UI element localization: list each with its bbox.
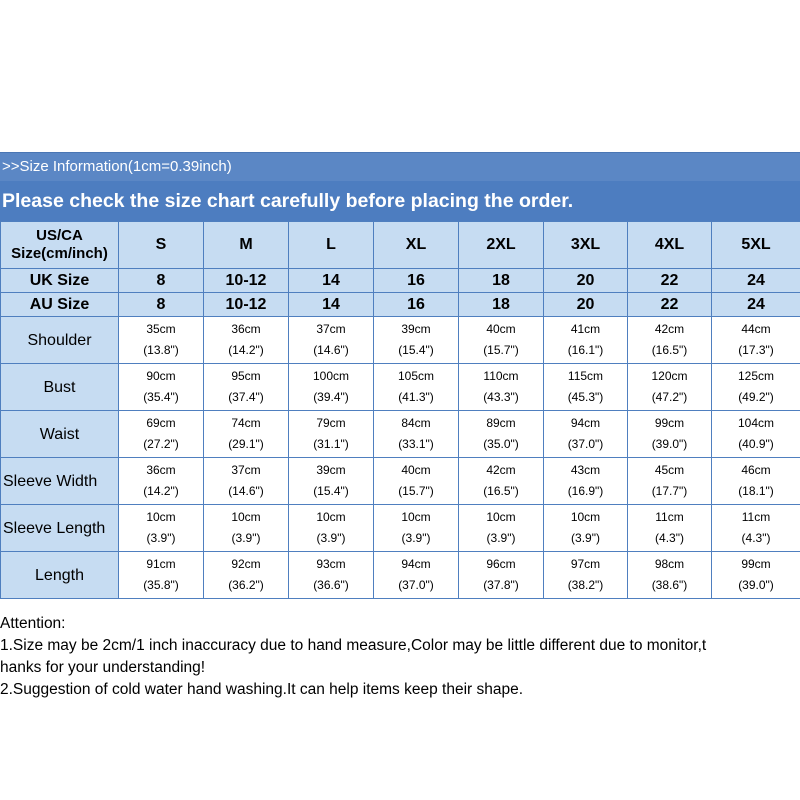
- size-row-label: AU Size: [1, 293, 119, 317]
- inch-value: (35.0"): [483, 437, 519, 451]
- inch-value: (16.1"): [567, 343, 604, 357]
- size-value-cell: 14: [289, 269, 374, 293]
- cm-value: 45cm: [654, 463, 685, 477]
- cm-value: 37cm: [231, 463, 261, 477]
- cm-value: 41cm: [570, 322, 601, 336]
- measurement-cell: [712, 552, 800, 599]
- cm-value: 92cm: [231, 557, 261, 571]
- inch-value: (3.9"): [401, 531, 431, 545]
- inch-value: (35.4"): [143, 390, 179, 404]
- inch-value: (37.8"): [483, 578, 519, 592]
- cm-value: 99cm: [654, 416, 685, 430]
- measurement-cell: [204, 411, 289, 458]
- inch-value: (14.2"): [143, 484, 179, 498]
- cm-value: 11cm: [741, 510, 771, 524]
- measurement-cell: [289, 317, 374, 364]
- measurement-row: [1, 364, 800, 411]
- note-1-line-2: hanks for your understanding!: [0, 659, 206, 676]
- measurement-cell: [119, 364, 204, 411]
- inch-value: (31.1"): [313, 437, 349, 451]
- inch-value: (4.3"): [655, 531, 684, 545]
- cm-value: 10cm: [401, 510, 431, 524]
- cm-value: 84cm: [401, 416, 431, 430]
- inch-value: (15.4"): [313, 484, 349, 498]
- inch-value: (16.9"): [567, 484, 604, 498]
- inch-value: (49.2"): [738, 390, 774, 404]
- inch-value: (33.1"): [398, 437, 434, 451]
- cm-value: 10cm: [146, 510, 176, 524]
- size-table: [0, 221, 800, 599]
- measurement-cell: [374, 317, 459, 364]
- measurement-cell: [544, 317, 628, 364]
- measurement-row: [1, 317, 800, 364]
- size-value-cell: 8: [119, 293, 204, 317]
- cm-value: 39cm: [401, 322, 431, 336]
- size-value-cell: 16: [374, 293, 459, 317]
- cm-value: 89cm: [486, 416, 516, 430]
- cm-value: 36cm: [146, 463, 176, 477]
- cm-value: 10cm: [570, 510, 601, 524]
- inch-value: (3.9"): [231, 531, 261, 545]
- size-table-body: [1, 222, 800, 599]
- cm-value: 10cm: [486, 510, 516, 524]
- measurement-cell: [374, 458, 459, 505]
- measurement-label: Sleeve Length: [1, 505, 119, 552]
- cm-value: 74cm: [231, 416, 261, 430]
- inch-value: (38.6"): [651, 578, 688, 592]
- measurement-cell: [204, 317, 289, 364]
- cm-value: 94cm: [570, 416, 601, 430]
- measurement-cell: [544, 364, 628, 411]
- measurement-cell: [628, 505, 712, 552]
- measurement-cell: [628, 458, 712, 505]
- cm-value: 35cm: [146, 322, 176, 336]
- measurement-cell: [628, 552, 712, 599]
- inch-value: (18.1"): [738, 484, 774, 498]
- inch-value: (37.0"): [567, 437, 604, 451]
- measurement-cell: [289, 552, 374, 599]
- measurement-cell: [628, 364, 712, 411]
- cm-value: 39cm: [316, 463, 346, 477]
- inch-value: (27.2"): [143, 437, 179, 451]
- inch-value: (39.0"): [651, 437, 688, 451]
- cm-value: 115cm: [567, 369, 604, 383]
- cm-value: 110cm: [483, 369, 519, 383]
- size-value-cell: 24: [712, 269, 800, 293]
- cm-value: 40cm: [486, 322, 516, 336]
- measurement-cell: [204, 552, 289, 599]
- inch-value: (3.9"): [486, 531, 516, 545]
- cm-value: 69cm: [146, 416, 176, 430]
- inch-value: (14.6"): [228, 484, 264, 498]
- cm-value: 125cm: [737, 369, 775, 383]
- measurement-cell: [374, 364, 459, 411]
- measurement-cell: [289, 411, 374, 458]
- inch-value: (14.6"): [313, 343, 349, 357]
- cm-value: 104cm: [737, 416, 775, 430]
- size-header-cell: 5XL: [712, 222, 800, 269]
- inch-value: (16.5"): [483, 484, 519, 498]
- size-value-cell: 8: [119, 269, 204, 293]
- measurement-cell: [544, 505, 628, 552]
- inch-value: (39.0"): [738, 578, 774, 592]
- cm-value: 11cm: [655, 510, 684, 524]
- inch-value: (40.9"): [738, 437, 774, 451]
- inch-value: (35.8"): [143, 578, 179, 592]
- measurement-cell: [459, 552, 544, 599]
- size-value-cell: 18: [459, 269, 544, 293]
- cm-value: 93cm: [316, 557, 346, 571]
- size-header-cell: S: [119, 222, 204, 269]
- size-row-label: UK Size: [1, 269, 119, 293]
- inch-value: (41.3"): [398, 390, 434, 404]
- size-header-cell: 4XL: [628, 222, 712, 269]
- size-header-cell: M: [204, 222, 289, 269]
- cm-value: 79cm: [316, 416, 346, 430]
- measurement-row: [1, 458, 800, 505]
- size-value-cell: 22: [628, 269, 712, 293]
- measurement-cell: [544, 458, 628, 505]
- cm-value: 43cm: [570, 463, 601, 477]
- measurement-cell: [712, 458, 800, 505]
- measurement-cell: [459, 458, 544, 505]
- measurement-cell: [712, 505, 800, 552]
- inch-value: (4.3"): [741, 531, 771, 545]
- cm-value: 40cm: [401, 463, 431, 477]
- cm-value: 97cm: [570, 557, 601, 571]
- attention-notes: [0, 613, 800, 701]
- measurement-label: Shoulder: [1, 317, 119, 364]
- cm-value: 100cm: [312, 369, 350, 383]
- note-1-line-1: 1.Size may be 2cm/1 inch inaccuracy due to hand measure,Color may be little different due to monitor,t: [0, 637, 707, 654]
- measurement-cell: [712, 317, 800, 364]
- cm-value: 42cm: [654, 322, 685, 336]
- measurement-cell: [119, 505, 204, 552]
- inch-value: (36.2"): [228, 578, 264, 592]
- measurement-cell: [628, 411, 712, 458]
- measurement-cell: [628, 317, 712, 364]
- measurement-cell: [459, 317, 544, 364]
- size-header-cell: XL: [374, 222, 459, 269]
- measurement-cell: [289, 458, 374, 505]
- notice-band: Please check the size chart carefully before placing the order.: [0, 181, 800, 221]
- measurement-row: [1, 411, 800, 458]
- size-header-cell: 2XL: [459, 222, 544, 269]
- inch-value: (13.8"): [143, 343, 179, 357]
- cm-value: 44cm: [741, 322, 771, 336]
- measurement-cell: [459, 505, 544, 552]
- measurement-cell: [374, 411, 459, 458]
- cm-value: 90cm: [146, 369, 176, 383]
- measurement-cell: [459, 364, 544, 411]
- inch-value: (38.2"): [567, 578, 604, 592]
- cm-value: 120cm: [651, 369, 688, 383]
- inch-value: (37.4"): [228, 390, 264, 404]
- size-value-cell: 14: [289, 293, 374, 317]
- measurement-label: Bust: [1, 364, 119, 411]
- measurement-label: Sleeve Width: [1, 458, 119, 505]
- measurement-row: [1, 505, 800, 552]
- cm-value: 37cm: [316, 322, 346, 336]
- inch-value: (17.7"): [651, 484, 688, 498]
- measurement-cell: [374, 552, 459, 599]
- measurement-cell: [204, 458, 289, 505]
- measurement-cell: [544, 552, 628, 599]
- inch-value: (37.0"): [398, 578, 434, 592]
- size-chart: [0, 152, 800, 599]
- cm-value: 94cm: [401, 557, 431, 571]
- cm-value: 10cm: [316, 510, 346, 524]
- cm-value: 95cm: [231, 369, 261, 383]
- size-value-cell: 24: [712, 293, 800, 317]
- measurement-cell: [712, 364, 800, 411]
- inch-value: (15.4"): [398, 343, 434, 357]
- size-value-cell: 20: [544, 293, 628, 317]
- cm-value: 105cm: [397, 369, 435, 383]
- corner-header-cell: [1, 222, 119, 269]
- size-value-cell: 22: [628, 293, 712, 317]
- measurement-cell: [289, 505, 374, 552]
- size-value-cell: 18: [459, 293, 544, 317]
- notes-title: Attention:: [0, 615, 66, 632]
- inch-value: (29.1"): [228, 437, 264, 451]
- cm-value: 42cm: [486, 463, 516, 477]
- inch-value: (47.2"): [651, 390, 688, 404]
- inch-value: (39.4"): [313, 390, 349, 404]
- measurement-label: Length: [1, 552, 119, 599]
- measurement-row: [1, 552, 800, 599]
- cm-value: 99cm: [741, 557, 771, 571]
- cm-value: 91cm: [146, 557, 176, 571]
- header-row: [1, 222, 800, 269]
- measurement-cell: [289, 364, 374, 411]
- measurement-cell: [712, 411, 800, 458]
- inch-value: (3.9"): [571, 531, 600, 545]
- size-row: [1, 293, 800, 317]
- inch-value: (14.2"): [228, 343, 264, 357]
- inch-value: (36.6"): [313, 578, 349, 592]
- size-header-cell: 3XL: [544, 222, 628, 269]
- inch-value: (16.5"): [651, 343, 688, 357]
- inch-value: (45.3"): [567, 390, 604, 404]
- measurement-cell: [204, 364, 289, 411]
- note-2: 2.Suggestion of cold water hand washing.It can help items keep their shape.: [0, 681, 524, 698]
- size-header-cell: L: [289, 222, 374, 269]
- inch-value: (3.9"): [316, 531, 346, 545]
- measurement-cell: [119, 552, 204, 599]
- size-row: [1, 269, 800, 293]
- size-info-band: >>Size Information(1cm=0.39inch): [0, 152, 800, 181]
- measurement-cell: [204, 505, 289, 552]
- inch-value: (17.3"): [738, 343, 774, 357]
- cm-value: 46cm: [741, 463, 771, 477]
- measurement-label: Waist: [1, 411, 119, 458]
- size-value-cell: 20: [544, 269, 628, 293]
- size-value-cell: 10-12: [204, 293, 289, 317]
- measurement-cell: [119, 317, 204, 364]
- cm-value: 36cm: [231, 322, 261, 336]
- cm-value: 10cm: [231, 510, 261, 524]
- size-value-cell: 10-12: [204, 269, 289, 293]
- inch-value: (3.9"): [146, 531, 176, 545]
- measurement-cell: [119, 458, 204, 505]
- cm-value: 98cm: [654, 557, 685, 571]
- inch-value: (15.7"): [398, 484, 434, 498]
- measurement-cell: [374, 505, 459, 552]
- cm-value: 96cm: [486, 557, 516, 571]
- inch-value: (15.7"): [483, 343, 519, 357]
- measurement-cell: [544, 411, 628, 458]
- inch-value: (43.3"): [483, 390, 519, 404]
- us-ca-label: US/CA: [36, 227, 83, 244]
- size-unit-label: Size(cm/inch): [11, 245, 108, 262]
- size-value-cell: 16: [374, 269, 459, 293]
- measurement-cell: [119, 411, 204, 458]
- measurement-cell: [459, 411, 544, 458]
